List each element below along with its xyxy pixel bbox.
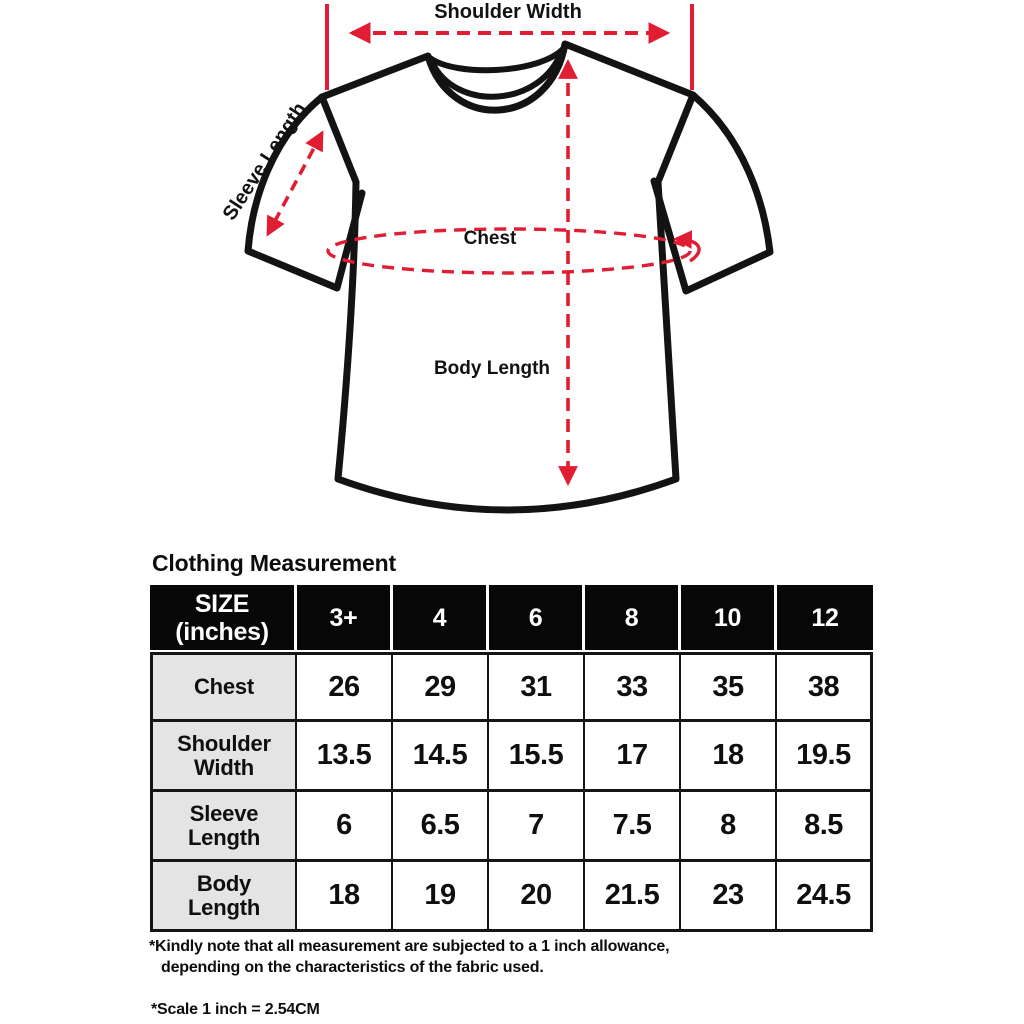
table-row-shoulder-width bbox=[150, 722, 873, 792]
size-column-header: 10 bbox=[681, 585, 777, 652]
value-cell: 19 bbox=[393, 862, 489, 932]
value-cell: 24.5 bbox=[777, 862, 873, 932]
chest-label: Chest bbox=[463, 228, 517, 249]
value-cell: 26 bbox=[297, 652, 393, 722]
allowance-note bbox=[149, 936, 669, 978]
value-cell: 15.5 bbox=[489, 722, 585, 792]
size-column-header: 3+ bbox=[297, 585, 393, 652]
value-cell: 29 bbox=[393, 652, 489, 722]
size-header-line2: (inches) bbox=[175, 617, 269, 646]
table-header-row bbox=[150, 585, 873, 652]
size-units-header-cell bbox=[150, 585, 297, 652]
row-label-body-length: Body Length bbox=[150, 862, 297, 932]
value-cell: 18 bbox=[297, 862, 393, 932]
value-cell: 13.5 bbox=[297, 722, 393, 792]
value-cell: 23 bbox=[681, 862, 777, 932]
value-cell: 8.5 bbox=[777, 792, 873, 862]
row-label-chest: Chest bbox=[150, 652, 297, 722]
value-cell: 7 bbox=[489, 792, 585, 862]
table-row-sleeve-length bbox=[150, 792, 873, 862]
value-cell: 33 bbox=[585, 652, 681, 722]
size-header-line1: SIZE bbox=[194, 589, 250, 618]
size-column-header: 8 bbox=[585, 585, 681, 652]
value-cell: 35 bbox=[681, 652, 777, 722]
value-cell: 19.5 bbox=[777, 722, 873, 792]
sleeve-length-label: Sleeve Length bbox=[218, 98, 311, 225]
scale-note: *Scale 1 inch = 2.54CM bbox=[151, 1001, 320, 1018]
body-length-label: Body Length bbox=[433, 358, 551, 379]
value-cell: 6.5 bbox=[393, 792, 489, 862]
table-row-chest bbox=[150, 652, 873, 722]
row-label-sleeve-length: Sleeve Length bbox=[150, 792, 297, 862]
tshirt-torso-outline bbox=[322, 44, 693, 510]
size-column-header: 6 bbox=[489, 585, 585, 652]
value-cell: 38 bbox=[777, 652, 873, 722]
value-cell: 17 bbox=[585, 722, 681, 792]
value-cell: 8 bbox=[681, 792, 777, 862]
value-cell: 6 bbox=[297, 792, 393, 862]
size-column-header: 12 bbox=[777, 585, 873, 652]
value-cell: 20 bbox=[489, 862, 585, 932]
value-cell: 31 bbox=[489, 652, 585, 722]
value-cell: 7.5 bbox=[585, 792, 681, 862]
measurement-table bbox=[150, 585, 873, 932]
shoulder-width-label: Shoulder Width bbox=[434, 1, 582, 23]
size-column-header: 4 bbox=[393, 585, 489, 652]
allowance-note-line1: *Kindly note that all measurement are subjected to a 1 inch allowance, bbox=[149, 938, 670, 955]
allowance-note-line2: depending on the characteristics of the fabric used. bbox=[161, 959, 544, 976]
table-row-body-length bbox=[150, 862, 873, 932]
collar-back-neckline bbox=[430, 48, 564, 70]
value-cell: 21.5 bbox=[585, 862, 681, 932]
section-title: Clothing Measurement bbox=[152, 550, 396, 576]
value-cell: 18 bbox=[681, 722, 777, 792]
value-cell: 14.5 bbox=[393, 722, 489, 792]
row-label-shoulder-width: Shoulder Width bbox=[150, 722, 297, 792]
